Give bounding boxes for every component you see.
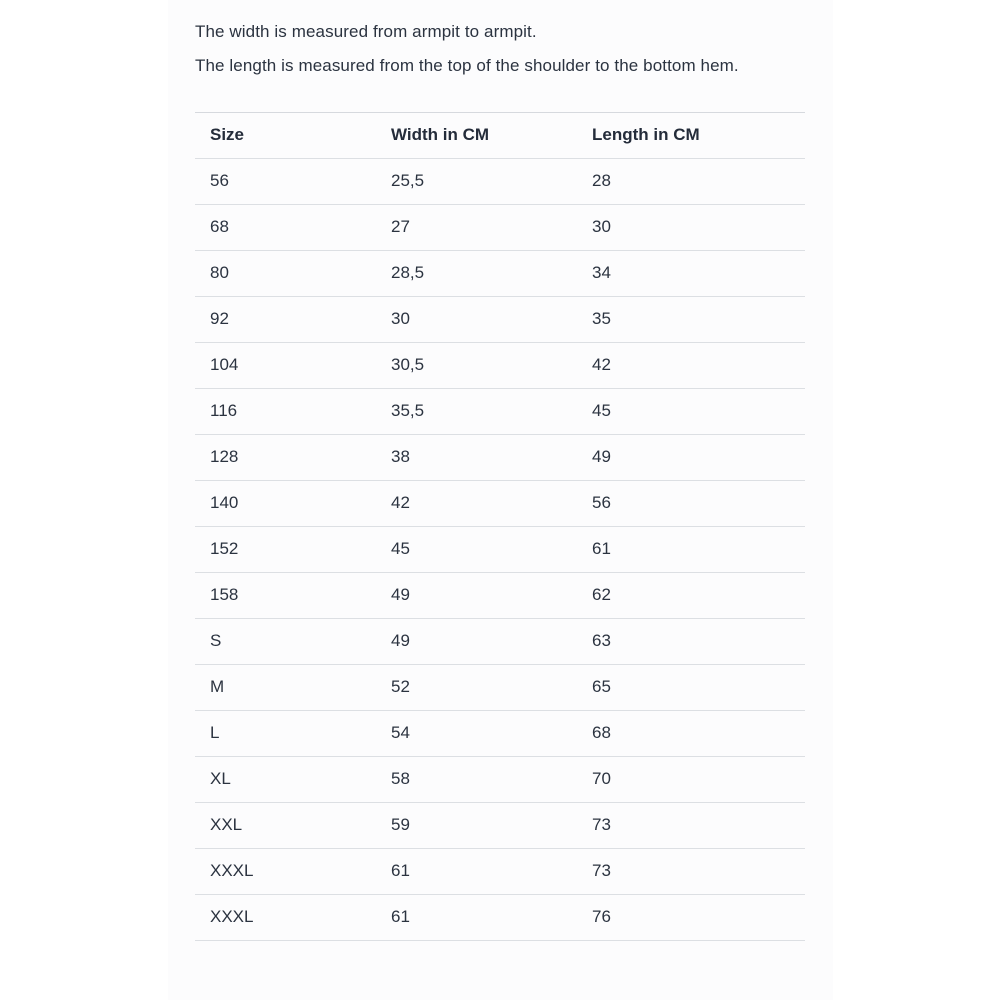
table-row: [195, 573, 805, 619]
intro-length-text: The length is measured from the top of the shoulder to the bottom hem.: [195, 56, 739, 75]
size-cell: S: [195, 619, 376, 665]
table-row: [195, 849, 805, 895]
size-table-header: [195, 113, 805, 159]
size-table-body: [195, 159, 805, 941]
size-cell: L: [195, 711, 376, 757]
header-row: [195, 113, 805, 159]
length-cell: 56: [577, 481, 805, 527]
size-cell: M: [195, 665, 376, 711]
column-header-size: Size: [195, 113, 376, 159]
length-cell: 68: [577, 711, 805, 757]
size-cell: XXXL: [195, 849, 376, 895]
size-cell: 80: [195, 251, 376, 297]
width-cell: 28,5: [376, 251, 577, 297]
size-cell: 128: [195, 435, 376, 481]
column-header-width: Width in CM: [376, 113, 577, 159]
width-cell: 25,5: [376, 159, 577, 205]
length-cell: 42: [577, 343, 805, 389]
length-cell: 73: [577, 803, 805, 849]
length-cell: 73: [577, 849, 805, 895]
width-cell: 49: [376, 573, 577, 619]
column-header-length: Length in CM: [577, 113, 805, 159]
width-cell: 49: [376, 619, 577, 665]
width-cell: 30: [376, 297, 577, 343]
table-row: [195, 803, 805, 849]
table-row: [195, 527, 805, 573]
length-cell: 70: [577, 757, 805, 803]
length-cell: 34: [577, 251, 805, 297]
width-cell: 54: [376, 711, 577, 757]
size-cell: 140: [195, 481, 376, 527]
width-cell: 35,5: [376, 389, 577, 435]
length-cell: 45: [577, 389, 805, 435]
length-cell: 63: [577, 619, 805, 665]
table-row: [195, 205, 805, 251]
length-cell: 49: [577, 435, 805, 481]
width-cell: 42: [376, 481, 577, 527]
width-cell: 52: [376, 665, 577, 711]
length-cell: 61: [577, 527, 805, 573]
size-cell: XXL: [195, 803, 376, 849]
table-row: [195, 895, 805, 941]
width-cell: 38: [376, 435, 577, 481]
table-row: [195, 251, 805, 297]
size-cell: 152: [195, 527, 376, 573]
table-row: [195, 389, 805, 435]
table-row: [195, 481, 805, 527]
width-cell: 58: [376, 757, 577, 803]
width-cell: 30,5: [376, 343, 577, 389]
size-cell: 92: [195, 297, 376, 343]
width-cell: 45: [376, 527, 577, 573]
size-table: [195, 112, 805, 941]
length-cell: 28: [577, 159, 805, 205]
width-cell: 27: [376, 205, 577, 251]
table-row: [195, 619, 805, 665]
table-row: [195, 435, 805, 481]
length-cell: 35: [577, 297, 805, 343]
table-row: [195, 297, 805, 343]
table-row: [195, 159, 805, 205]
width-cell: 59: [376, 803, 577, 849]
size-cell: 116: [195, 389, 376, 435]
width-cell: 61: [376, 849, 577, 895]
size-cell: 68: [195, 205, 376, 251]
size-cell: XL: [195, 757, 376, 803]
width-cell: 61: [376, 895, 577, 941]
length-cell: 62: [577, 573, 805, 619]
length-cell: 30: [577, 205, 805, 251]
length-cell: 65: [577, 665, 805, 711]
table-row: [195, 665, 805, 711]
table-row: [195, 343, 805, 389]
size-guide-content: [168, 0, 833, 1000]
size-cell: 158: [195, 573, 376, 619]
size-cell: 56: [195, 159, 376, 205]
size-cell: 104: [195, 343, 376, 389]
intro-width-text: The width is measured from armpit to armpit.: [195, 22, 537, 41]
table-row: [195, 757, 805, 803]
table-row: [195, 711, 805, 757]
length-cell: 76: [577, 895, 805, 941]
size-cell: XXXL: [195, 895, 376, 941]
